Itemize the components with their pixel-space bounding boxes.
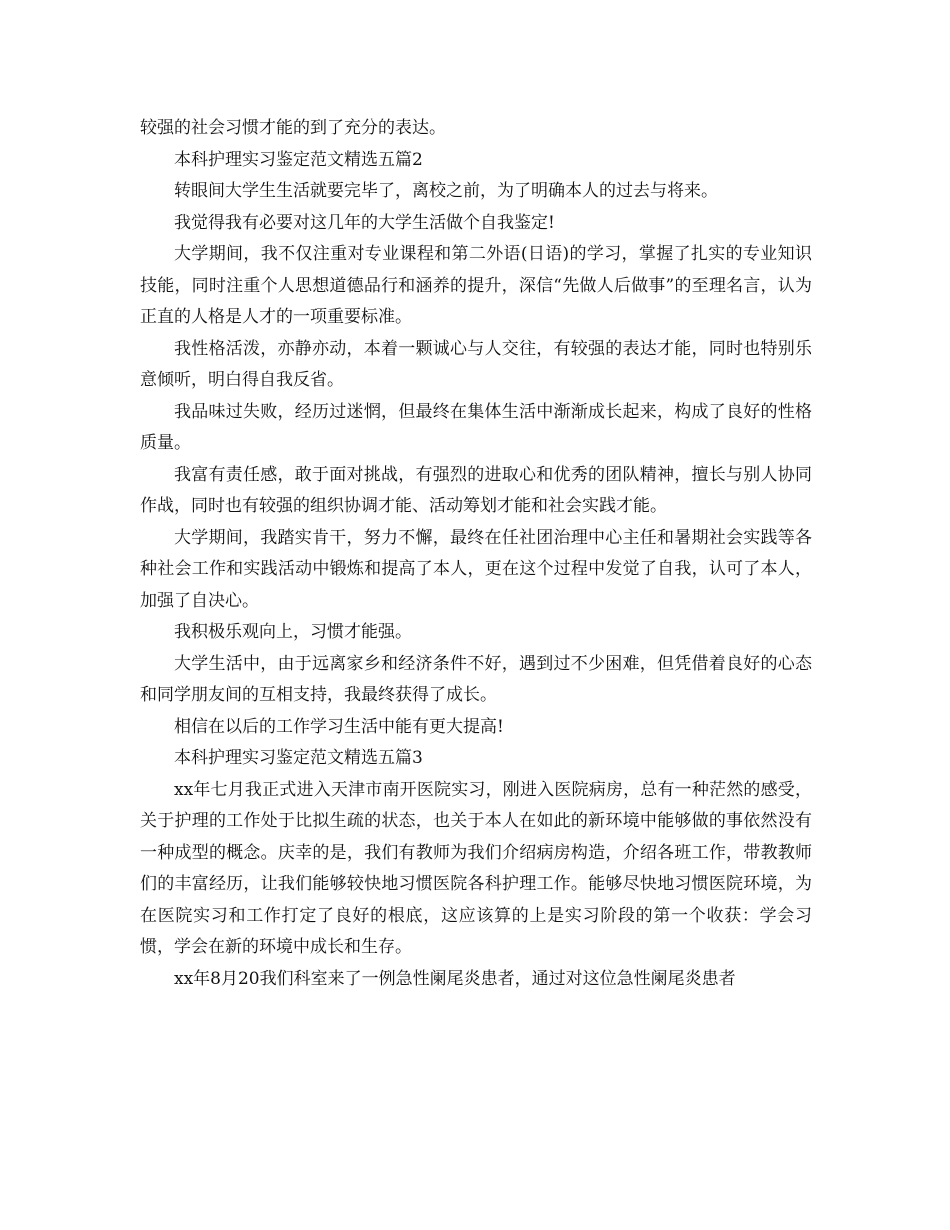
paragraph: 大学生活中，由于远离家乡和经济条件不好，遇到过不少困难，但凭借着良好的心态和同学朋友间的互相支持，我最终获得了成长。 [140,653,812,705]
paragraph: 我觉得我有必要对这几年的大学生活做个自我鉴定! [174,212,555,233]
paragraph: 我品味过失败，经历过迷惘，但最终在集体生活中渐渐成长起来，构成了良好的性格质量。 [140,401,812,453]
paragraph: xx年七月我正式进入天津市南开医院实习，刚进入医院病房，总有一种茫然的感受，关于护理的工作处于比拟生疏的状态，也关于本人在如此的新环境中能够做的事依然没有一种成型的概念。庆幸的是，我们有教师为我们介绍病房构造，介绍各班工作，带教教师们的丰富经历，让我们能够较快地习惯医院各科护理工作。能够尽快地习惯医院环境，为在医院实习和工作打定了良好的根底，这应该算的上是实习阶段的第一个收获：学会习惯，学会在新的环境中成长和生存。 [140,779,812,957]
paragraph: 我富有责任感，敢于面对挑战，有强烈的进取心和优秀的团队精神，擅长与别人协同作战，同时也有较强的组织协调才能、活动筹划才能和社会实践才能。 [140,464,812,516]
paragraph: 我积极乐观向上，习惯才能强。 [174,622,412,642]
paragraph: xx年8月20我们科室来了一例急性阑尾炎患者，通过对这位急性阑尾炎患者 [174,968,736,989]
paragraph: 我性格活泼，亦静亦动，本着一颗诚心与人交往，有较强的表达才能，同时也特别乐意倾听，明白得自我反省。 [140,338,812,390]
section-heading-2: 本科护理实习鉴定范文精选五篇2 [174,149,423,170]
section-heading-3: 本科护理实习鉴定范文精选五篇3 [174,748,423,768]
document-body [140,113,812,995]
paragraph: 相信在以后的工作学习生活中能有更大提高! [174,716,504,737]
paragraph: 转眼间大学生生活就要完毕了，离校之前，为了明确本人的过去与将来。 [174,181,718,201]
paragraph: 大学期间，我不仅注重对专业课程和第二外语(日语)的学习，掌握了扎实的专业知识技能，同时注重个人思想道德品行和涵养的提升，深信“先做人后做事”的至理名言，认为正直的人格是人才的一项重要标准。 [140,244,812,327]
paragraph: 大学期间，我踏实肯干，努力不懈，最终在任社团治理中心主任和暑期社会实践等各种社会工作和实践活动中锻炼和提高了本人，更在这个过程中发觉了自我，认可了本人，加强了自决心。 [140,527,812,611]
paragraph-continued: 较强的社会习惯才能的到了充分的表达。 [140,118,446,138]
